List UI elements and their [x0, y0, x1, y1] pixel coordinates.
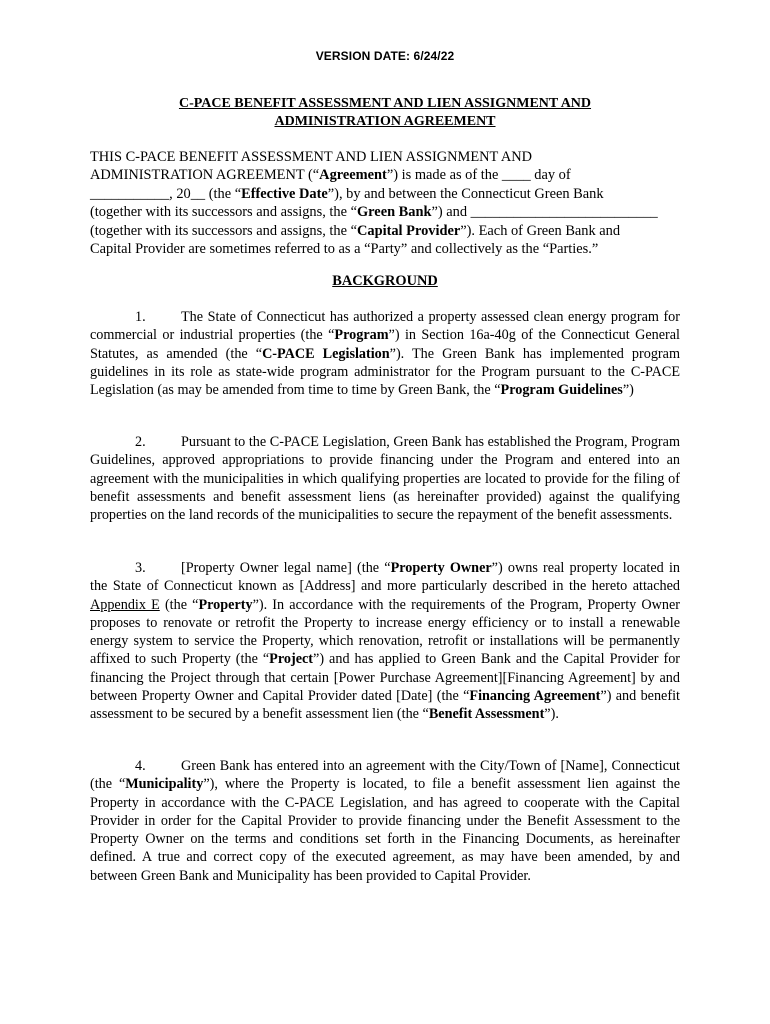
defined-term: Property Owner — [390, 560, 492, 576]
defined-term: Benefit Assessment — [428, 706, 545, 723]
paragraph-number: 1. — [135, 309, 146, 325]
background-paragraph-3: 3. [Property Owner legal name] (the “Property Owner”) owns real property located in the State of Connecticut known as [Address] and more particularly described in the hereto attached Appendix E (the “Property”). In accordance with the requirements of the Program, Property Owner proposes to renovate or retrofit the Property to increase energy efficiency or to install a renewable energy system to service the Property, which renovation, retrofit or installations will be permanently affixed to such Property (the “Project”) and has applied to Green Bank and the Capital Provider for financing the Project through that certain [Power Purchase Agreement][Financing Agreement] by and between Property Owner and Capital Provider dated [Date] (the “Financing Agreement”) and benefit assessment to be secured by a benefit assessment lien (the “Benefit Assessment”). — [90, 560, 681, 723]
defined-term: Agreement — [319, 167, 387, 184]
defined-term: Property — [198, 596, 253, 613]
document-title — [90, 95, 680, 131]
section-heading-background: BACKGROUND — [332, 273, 438, 289]
paragraph-number: 3. — [135, 560, 146, 576]
intro-paragraph — [90, 148, 682, 258]
title-line-2: ADMINISTRATION AGREEMENT — [274, 114, 496, 129]
defined-term: Green Bank — [356, 204, 432, 221]
paragraph-number: 4. — [135, 758, 146, 774]
intro-line: Capital Provider are sometimes referred to as a “Party” and collectively as the “Parties.” — [90, 241, 599, 258]
title-line-1: C-PACE BENEFIT ASSESSMENT AND LIEN ASSIGNMENT AND — [178, 96, 592, 111]
intro-line: THIS C-PACE BENEFIT ASSESSMENT AND LIEN ASSIGNMENT AND — [90, 149, 533, 165]
paragraph-number: 2. — [135, 434, 146, 450]
background-paragraph-2: 2. Pursuant to the C-PACE Legislation, Green Bank has established the Program, Program Guidelines, approved appropriations to provide financing under the Program and entered into an agreement with the municipalities in which qualifying properties are located to provide for the filing of benefit assessments and benefit assessment liens (as hereinafter provided) against the qualifying properties on the land records of the municipalities to secure the repayment of the benefit assessments. — [90, 434, 680, 524]
defined-term: Financing Agreement — [469, 688, 601, 705]
background-paragraph-1: 1. The State of Connecticut has authorized a property assessed clean energy program for commercial or industrial properties (the “Program”) in Section 16a-40g of the Connecticut General Statutes, as amended (the “C-PACE Legislation”). The Green Bank has implemented program guidelines in its role as state-wide program administrator for the Program pursuant to the C-PACE Legislation (as may be amended from time to time by Green Bank, the “Program Guidelines”) — [90, 309, 680, 399]
version-date: VERSION DATE: 6/24/22 — [315, 49, 455, 63]
defined-term: Project — [269, 651, 314, 668]
defined-term: Effective Date — [241, 185, 328, 202]
defined-term: Capital Provider — [356, 222, 461, 239]
defined-term: Municipality — [125, 776, 204, 793]
intro-line: ___________, 20__ (the “Effective Date”), by and between the Connecticut Green Bank — [90, 185, 604, 202]
appendix-reference: Appendix E — [90, 596, 160, 613]
intro-line: (together with its successors and assigns, the “Capital Provider”). Each of Green Bank and — [90, 222, 621, 239]
defined-term: C-PACE Legislation — [262, 345, 390, 362]
defined-term: Program — [334, 327, 389, 344]
background-paragraph-4: 4. Green Bank has entered into an agreement with the City/Town of [Name], Connecticut (the “Municipality”), where the Property is located, to file a benefit assessment lien against the Property in accordance with the C-PACE Legislation, and has agreed to cooperate with the Capital Provider in order for the Capital Provider to provide financing under the Benefit Assessment to the Property Owner on the terms and conditions set forth in the Financing Documents, as hereinafter defined. A true and correct copy of the executed agreement, as may have been amended, by and between Green Bank and Municipality has been provided to Capital Provider. — [90, 758, 680, 884]
intro-line: ADMINISTRATION AGREEMENT (“Agreement”) is made as of the ____ day of — [90, 167, 571, 184]
intro-line: (together with its successors and assigns, the “Green Bank”) and __________________________ — [90, 204, 658, 221]
defined-term: Program Guidelines — [500, 382, 623, 399]
